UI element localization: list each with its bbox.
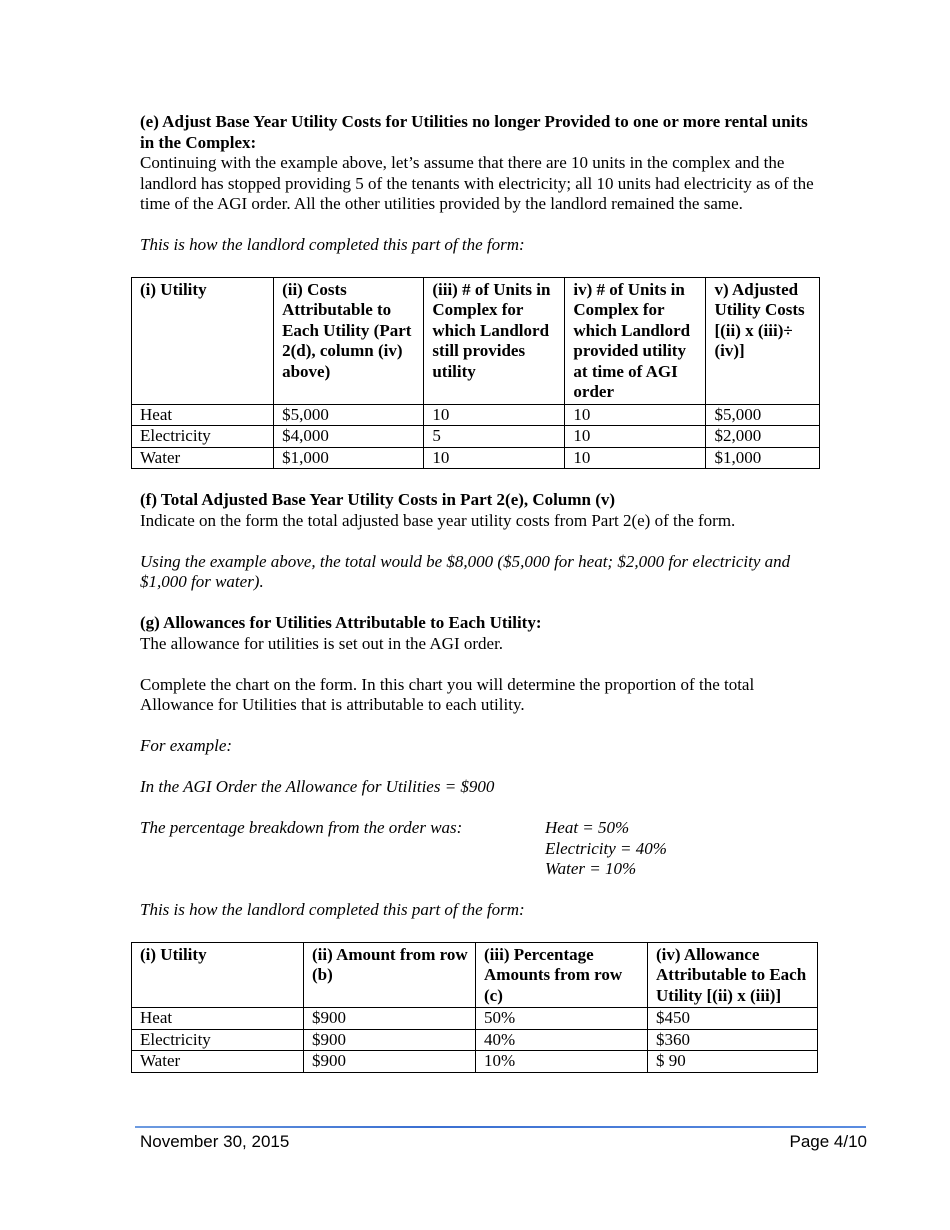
percentage-values [545, 818, 667, 880]
section-g-heading: (g) Allowances for Utilities Attributable to Each Utility: [140, 613, 542, 632]
column-header: (iii) # of Units in Complex for which Landlord still provides utility [424, 277, 565, 404]
table-cell: $450 [648, 1008, 818, 1030]
table-header-row [132, 942, 818, 1008]
for-example-label: For example: [140, 736, 233, 755]
table-cell: 50% [476, 1008, 648, 1030]
table-cell: Water [132, 1051, 304, 1073]
footer-date: November 30, 2015 [140, 1132, 290, 1151]
section-e-intro: This is how the landlord completed this part of the form: [140, 235, 525, 254]
table-cell: Heat [132, 1008, 304, 1030]
percentage-electricity: Electricity = 40% [545, 838, 667, 858]
table-row [132, 426, 820, 448]
column-header: (ii) Costs Attributable to Each Utility (Part 2(d), column (iv) above) [274, 277, 424, 404]
percentage-water: Water = 10% [545, 859, 637, 878]
table-row [132, 447, 820, 469]
table-cell: $900 [304, 1029, 476, 1051]
table-cell: $1,000 [706, 447, 820, 469]
column-header: (iv) Allowance Attributable to Each Utility [(ii) x (iii)] [648, 942, 818, 1008]
table-row [132, 1051, 818, 1073]
table-cell: Heat [132, 404, 274, 426]
table-cell: Electricity [132, 426, 274, 448]
section-f-example: Using the example above, the total would be $8,000 ($5,000 for heat; $2,000 for electricity and $1,000 for water). [140, 551, 791, 591]
table-cell: $900 [304, 1051, 476, 1073]
table-cell: 10 [424, 447, 565, 469]
page-footer [140, 1126, 867, 1156]
percentage-breakdown [140, 818, 820, 880]
table-cell: Water [132, 447, 274, 469]
table-cell: $1,000 [274, 447, 424, 469]
agi-allowance-line: In the AGI Order the Allowance for Utilities = $900 [140, 777, 495, 796]
page-number: Page 4/10 [789, 1132, 867, 1151]
table-cell: 10 [565, 404, 706, 426]
section-f-heading: (f) Total Adjusted Base Year Utility Costs in Part 2(e), Column (v) [140, 490, 616, 509]
table-cell: $ 90 [648, 1051, 818, 1073]
table-cell: $5,000 [706, 404, 820, 426]
section-g-body-1: The allowance for utilities is set out in the AGI order. [140, 633, 504, 653]
section-e-heading: (e) Adjust Base Year Utility Costs for Utilities no longer Provided to one or more rental units in the Complex: [140, 112, 808, 152]
percentage-breakdown-label: The percentage breakdown from the order was: [140, 818, 463, 837]
section-f-body: Indicate on the form the total adjusted base year utility costs from Part 2(e) of the form. [140, 510, 736, 530]
column-header: (iii) Percentage Amounts from row (c) [476, 942, 648, 1008]
column-header: v) Adjusted Utility Costs [(ii) x (iii)÷ (iv)] [706, 277, 820, 404]
table-cell: $4,000 [274, 426, 424, 448]
table-cell: 40% [476, 1029, 648, 1051]
adjusted-costs-table [131, 277, 820, 470]
table-cell: $900 [304, 1008, 476, 1030]
column-header: iv) # of Units in Complex for which Landlord provided utility at time of AGI order [565, 277, 706, 404]
document-body [140, 112, 820, 1073]
table-cell: 10 [424, 404, 565, 426]
section-g-intro: This is how the landlord completed this part of the form: [140, 900, 525, 919]
table-row [132, 1029, 818, 1051]
table-row [132, 1008, 818, 1030]
table-row [132, 404, 820, 426]
table-cell: 10% [476, 1051, 648, 1073]
table-cell: $360 [648, 1029, 818, 1051]
section-g-body-2: Complete the chart on the form. In this chart you will determine the proportion of the total Allowance for Utilities that is attributable to each utility. [140, 674, 755, 714]
table-cell: 5 [424, 426, 565, 448]
percentage-heat: Heat = 50% [545, 818, 630, 837]
table-cell: 10 [565, 447, 706, 469]
table-cell: Electricity [132, 1029, 304, 1051]
allowance-table [131, 942, 818, 1073]
column-header: (ii) Amount from row (b) [304, 942, 476, 1008]
table-header-row [132, 277, 820, 404]
column-header: (i) Utility [132, 942, 304, 1008]
table-cell: 10 [565, 426, 706, 448]
column-header: (i) Utility [132, 277, 274, 404]
table-cell: $5,000 [274, 404, 424, 426]
section-e-body: Continuing with the example above, let’s assume that there are 10 units in the complex and the landlord has stopped providing 5 of the tenants with electricity; all 10 units had electricity as of the time of the AGI order. All the other utilities provided by the landlord remained the same. [140, 153, 814, 213]
table-cell: $2,000 [706, 426, 820, 448]
footer-rule [135, 1126, 866, 1128]
